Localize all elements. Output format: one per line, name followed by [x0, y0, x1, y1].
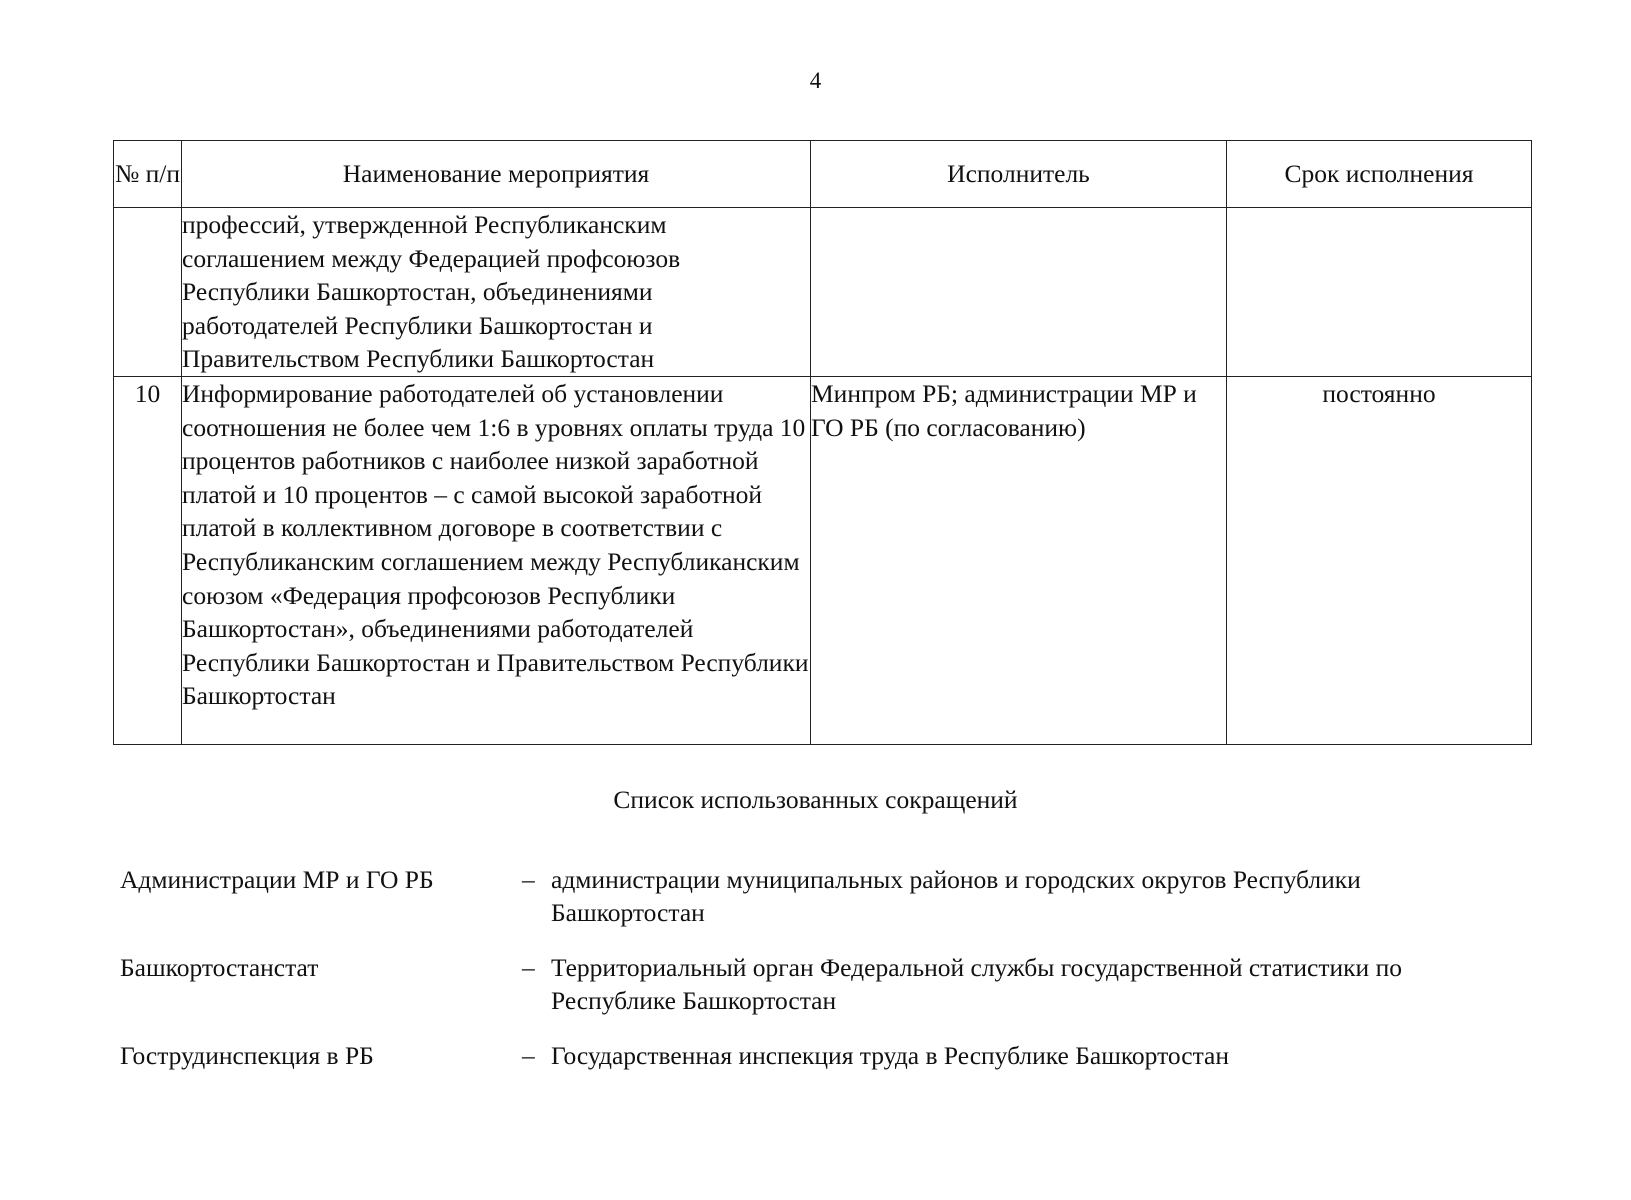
abbreviations-title: Список использованных сокращений [613, 785, 1018, 814]
row-number: 10 [114, 376, 182, 744]
header-term: Срок исполнения [1227, 141, 1532, 208]
table-header-row [114, 141, 1532, 208]
executor [811, 208, 1227, 377]
page-number: 4 [809, 68, 822, 93]
term [1227, 208, 1532, 377]
table-row [114, 208, 1532, 377]
abbreviation-term: Башкортостанстат [120, 953, 319, 982]
header-executor: Исполнитель [811, 141, 1227, 208]
abbreviation-term: Гострудинспекция в РБ [120, 1041, 374, 1070]
abbreviation-dash: – [522, 953, 535, 982]
term: постоянно [1227, 376, 1532, 744]
abbreviation-definition: Территориальный орган Федеральной службы государственной статистики по Республике Башкортостан [551, 953, 1402, 1015]
event-name: Информирование работодателей об установлении соотношения не более чем 1:6 в уровнях оплаты труда 10 процентов работников с наиболее низкой заработной платой и 10 процентов – с самой высокой заработной платой в коллективном договоре в соответствии с Республиканским соглашением между Республиканским союзом «Федерация профсоюзов Республики Башкортостан», объединениями работодателей Республики Башкортостан и Правительством Республики Башкортостан [182, 376, 811, 744]
header-event-name: Наименование мероприятия [182, 141, 811, 208]
events-table [113, 140, 1532, 745]
header-number: № п/п [114, 141, 182, 208]
abbreviation-dash: – [522, 865, 535, 894]
abbreviation-definition: Государственная инспекция труда в Республике Башкортостан [551, 1041, 1230, 1070]
abbreviation-term: Администрации МР и ГО РБ [120, 865, 434, 894]
row-number [114, 208, 182, 377]
event-name: профессий, утвержденной Республиканским соглашением между Федерацией профсоюзов Республики Башкортостан, объединениями работодателей Республики Башкортостан и Правительством Республики Башкортостан [182, 208, 811, 377]
abbreviation-definition: администрации муниципальных районов и городских округов Республики Башкортостан [551, 865, 1361, 927]
abbreviation-dash: – [522, 1041, 535, 1070]
executor: Минпром РБ; администрации МР и ГО РБ (по согласованию) [811, 376, 1227, 744]
table-row [114, 376, 1532, 744]
